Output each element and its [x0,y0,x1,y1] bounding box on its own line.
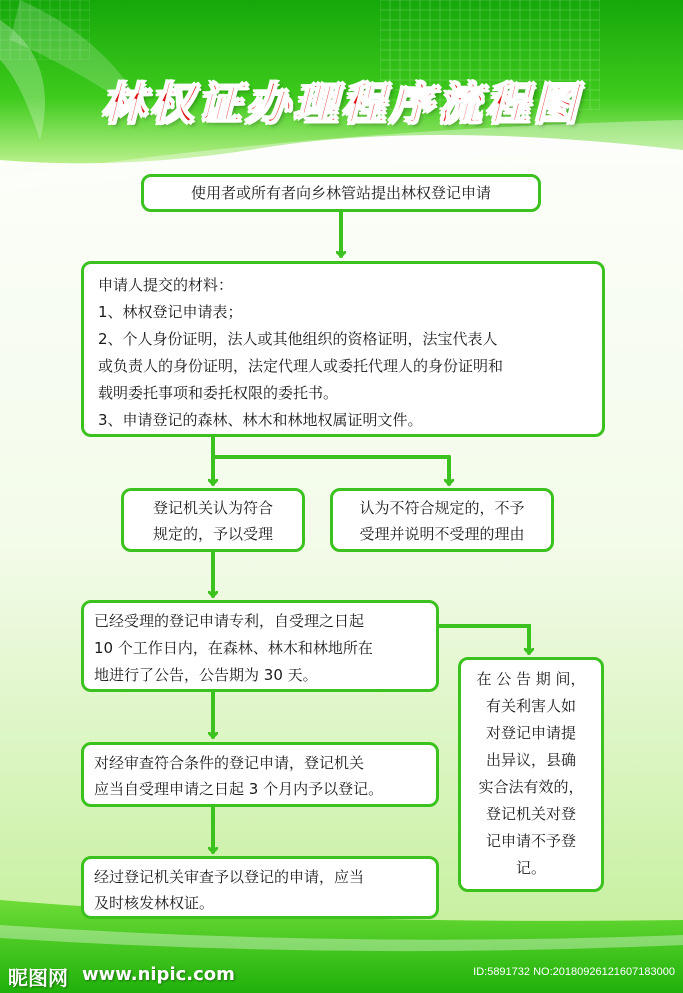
step-materials [81,261,605,437]
issue-line: 及时核发林权证。 [94,894,215,912]
objection-line: 实合法有效的， [478,778,584,796]
step-accept [121,488,305,552]
step-register [81,742,439,807]
step-reject [330,488,554,552]
objection-line: 登记机关对登 [485,805,576,823]
register-line: 对经审查符合条件的登记申请，登记机关 [94,754,365,772]
objection-line: 记申请不予登 [485,832,576,850]
objection-line: 对登记申请提 [485,724,576,742]
page-title: 林权证办理程序流程图 [101,79,582,130]
materials-line: 1、林权登记申请表； [98,303,243,321]
watermark-logo: 昵图网 [8,966,68,990]
step-announce [81,600,439,692]
step-apply-text: 使用者或所有者向乡林管站提出林权登记申请 [190,184,491,202]
arrow-announce-to-objection [438,626,529,653]
reject-line: 认为不符合规定的，不予 [359,499,525,517]
materials-line: 3、申请登记的森林、林木和林地权属证明文件。 [98,411,423,429]
materials-line: 2、个人身份证明，法人或其他组织的资格证明，法宝代表人 [98,330,498,348]
step-apply [141,174,541,212]
announce-line: 地进行了公告，公告期为 30 天。 [94,666,318,684]
step-objection [458,657,604,892]
materials-line: 载明委托事项和委托权限的委托书。 [98,384,339,402]
reject-line: 受理并说明不受理的理由 [359,525,525,543]
materials-line: 申请人提交的材料： [98,276,234,294]
accept-line: 登记机关认为符合 [152,499,273,517]
register-line: 应当自受理申请之日起 3 个月内予以登记。 [94,780,384,798]
announce-line: 10 个工作日内，在森林、林木和林地所在 [94,639,373,657]
arrow-materials-split [213,437,449,457]
objection-line: 出异议，县确 [485,751,576,769]
accept-line: 规定的，予以受理 [152,525,273,543]
watermark-id: ID:5891732 NO:20180926121607183000 [473,966,675,978]
materials-line: 或负责人的身份证明，法定代理人或委托代理人的身份证明和 [98,357,504,375]
step-issue [81,856,439,919]
objection-line: 有关利害人如 [485,697,576,715]
objection-line: 记。 [515,859,546,877]
issue-line: 经过登记机关审查予以登记的申请，应当 [94,868,365,886]
objection-line: 在 公 告 期 间， [476,670,586,688]
watermark-url: www.nipic.com [82,964,235,985]
announce-line: 已经受理的登记申请专利，自受理之日起 [94,612,365,630]
